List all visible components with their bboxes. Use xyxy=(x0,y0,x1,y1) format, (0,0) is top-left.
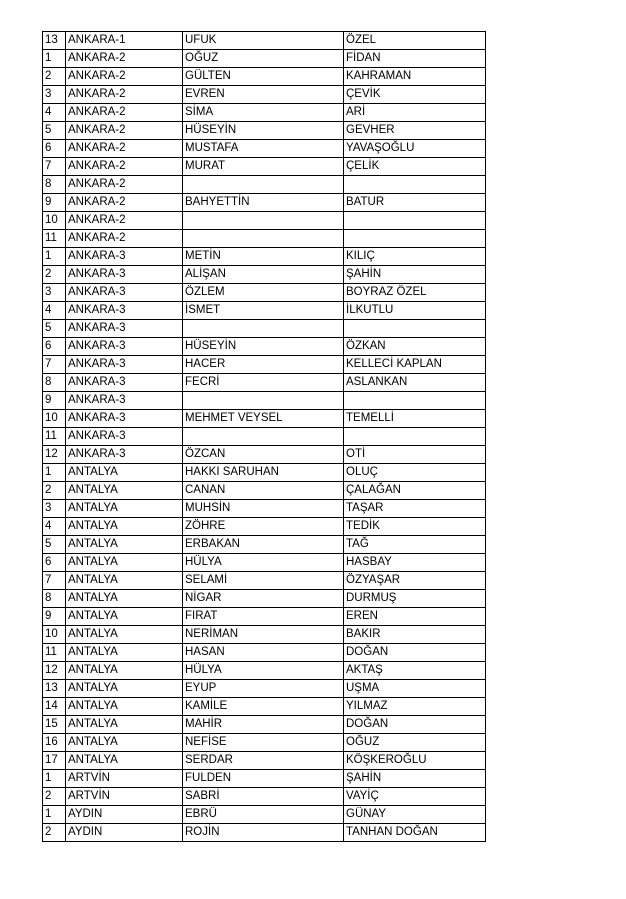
province-cell: ANTALYA xyxy=(66,626,183,644)
table-row xyxy=(43,590,486,608)
table-row xyxy=(43,500,486,518)
province-cell: ANTALYA xyxy=(66,464,183,482)
table-row xyxy=(43,248,486,266)
surname-cell: UŞMA xyxy=(344,680,486,698)
order-number-cell: 6 xyxy=(43,338,66,356)
table-row xyxy=(43,104,486,122)
first-name-cell xyxy=(183,428,344,446)
province-cell: ANKARA-2 xyxy=(66,158,183,176)
table-row xyxy=(43,176,486,194)
table-row xyxy=(43,446,486,464)
first-name-cell: MUSTAFA xyxy=(183,140,344,158)
first-name-cell: ZÖHRE xyxy=(183,518,344,536)
order-number-cell: 1 xyxy=(43,464,66,482)
order-number-cell: 11 xyxy=(43,428,66,446)
surname-cell: TAŞAR xyxy=(344,500,486,518)
first-name-cell: GÜLTEN xyxy=(183,68,344,86)
order-number-cell: 14 xyxy=(43,698,66,716)
table-row xyxy=(43,32,486,50)
table-row xyxy=(43,284,486,302)
order-number-cell: 6 xyxy=(43,554,66,572)
table-row xyxy=(43,482,486,500)
first-name-cell: HÜLYA xyxy=(183,662,344,680)
table-row xyxy=(43,554,486,572)
surname-cell: TEDİK xyxy=(344,518,486,536)
order-number-cell: 1 xyxy=(43,770,66,788)
table-row xyxy=(43,320,486,338)
first-name-cell: İSMET xyxy=(183,302,344,320)
order-number-cell: 2 xyxy=(43,824,66,842)
surname-cell: HASBAY xyxy=(344,554,486,572)
province-cell: ANKARA-3 xyxy=(66,320,183,338)
table-row xyxy=(43,626,486,644)
province-cell: ANKARA-2 xyxy=(66,86,183,104)
order-number-cell: 8 xyxy=(43,374,66,392)
order-number-cell: 16 xyxy=(43,734,66,752)
surname-cell: DURMUŞ xyxy=(344,590,486,608)
surname-cell: ÖZYAŞAR xyxy=(344,572,486,590)
table-row xyxy=(43,374,486,392)
table-row xyxy=(43,302,486,320)
order-number-cell: 4 xyxy=(43,104,66,122)
first-name-cell xyxy=(183,392,344,410)
surname-cell: KÖŞKEROĞLU xyxy=(344,752,486,770)
table-row xyxy=(43,194,486,212)
surname-cell: ÇELİK xyxy=(344,158,486,176)
surname-cell: ÖZEL xyxy=(344,32,486,50)
table-row xyxy=(43,158,486,176)
order-number-cell: 3 xyxy=(43,284,66,302)
order-number-cell: 9 xyxy=(43,608,66,626)
province-cell: ANTALYA xyxy=(66,698,183,716)
surname-cell xyxy=(344,212,486,230)
first-name-cell: ÖZCAN xyxy=(183,446,344,464)
order-number-cell: 2 xyxy=(43,68,66,86)
first-name-cell: MAHİR xyxy=(183,716,344,734)
province-cell: ANTALYA xyxy=(66,734,183,752)
first-name-cell: MEHMET VEYSEL xyxy=(183,410,344,428)
province-cell: ANKARA-3 xyxy=(66,248,183,266)
first-name-cell xyxy=(183,176,344,194)
order-number-cell: 2 xyxy=(43,788,66,806)
first-name-cell: HACER xyxy=(183,356,344,374)
table-row xyxy=(43,572,486,590)
order-number-cell: 17 xyxy=(43,752,66,770)
order-number-cell: 2 xyxy=(43,482,66,500)
surname-cell: ÇALAĞAN xyxy=(344,482,486,500)
province-cell: ANKARA-3 xyxy=(66,374,183,392)
table-row xyxy=(43,806,486,824)
order-number-cell: 8 xyxy=(43,176,66,194)
order-number-cell: 6 xyxy=(43,140,66,158)
province-cell: ANKARA-3 xyxy=(66,302,183,320)
table-row xyxy=(43,644,486,662)
order-number-cell: 4 xyxy=(43,302,66,320)
order-number-cell: 1 xyxy=(43,248,66,266)
surname-cell: DOĞAN xyxy=(344,716,486,734)
table-row xyxy=(43,788,486,806)
province-cell: ANKARA-2 xyxy=(66,122,183,140)
first-name-cell: ÖZLEM xyxy=(183,284,344,302)
surname-cell: GÜNAY xyxy=(344,806,486,824)
surname-cell: BATUR xyxy=(344,194,486,212)
first-name-cell: SELAMİ xyxy=(183,572,344,590)
province-cell: ARTVİN xyxy=(66,788,183,806)
surname-cell: BOYRAZ ÖZEL xyxy=(344,284,486,302)
province-cell: ANKARA-3 xyxy=(66,410,183,428)
surname-cell xyxy=(344,230,486,248)
table-row xyxy=(43,392,486,410)
order-number-cell: 10 xyxy=(43,626,66,644)
first-name-cell: HAKKI SARUHAN xyxy=(183,464,344,482)
table-row xyxy=(43,698,486,716)
surname-cell: AKTAŞ xyxy=(344,662,486,680)
province-cell: ANTALYA xyxy=(66,500,183,518)
surname-cell: EREN xyxy=(344,608,486,626)
province-cell: ANTALYA xyxy=(66,536,183,554)
first-name-cell: KAMİLE xyxy=(183,698,344,716)
surname-cell: TAĞ xyxy=(344,536,486,554)
first-name-cell: EYUP xyxy=(183,680,344,698)
province-cell: ANKARA-2 xyxy=(66,104,183,122)
province-cell: ANTALYA xyxy=(66,752,183,770)
table-row xyxy=(43,734,486,752)
order-number-cell: 7 xyxy=(43,572,66,590)
order-number-cell: 5 xyxy=(43,320,66,338)
first-name-cell: HÜSEYİN xyxy=(183,122,344,140)
province-cell: ANKARA-3 xyxy=(66,284,183,302)
surname-cell: İLKUTLU xyxy=(344,302,486,320)
table-row xyxy=(43,752,486,770)
order-number-cell: 10 xyxy=(43,212,66,230)
province-cell: ANKARA-3 xyxy=(66,428,183,446)
table-row xyxy=(43,266,486,284)
order-number-cell: 12 xyxy=(43,662,66,680)
first-name-cell: BAHYETTİN xyxy=(183,194,344,212)
first-name-cell: MUHSİN xyxy=(183,500,344,518)
table-row xyxy=(43,662,486,680)
table-row xyxy=(43,680,486,698)
table-row xyxy=(43,464,486,482)
table-row xyxy=(43,86,486,104)
surname-cell: FİDAN xyxy=(344,50,486,68)
province-cell: ANKARA-2 xyxy=(66,176,183,194)
table-row xyxy=(43,536,486,554)
province-cell: ANTALYA xyxy=(66,644,183,662)
first-name-cell xyxy=(183,320,344,338)
province-cell: ARTVİN xyxy=(66,770,183,788)
surname-cell: KELLECİ KAPLAN xyxy=(344,356,486,374)
surname-cell: DOĞAN xyxy=(344,644,486,662)
order-number-cell: 4 xyxy=(43,518,66,536)
first-name-cell: HÜLYA xyxy=(183,554,344,572)
table-row xyxy=(43,68,486,86)
first-name-cell: OĞUZ xyxy=(183,50,344,68)
first-name-cell: SERDAR xyxy=(183,752,344,770)
order-number-cell: 1 xyxy=(43,50,66,68)
order-number-cell: 2 xyxy=(43,266,66,284)
table-row xyxy=(43,608,486,626)
surname-cell: ŞAHİN xyxy=(344,770,486,788)
order-number-cell: 11 xyxy=(43,230,66,248)
surname-cell: OĞUZ xyxy=(344,734,486,752)
order-number-cell: 10 xyxy=(43,410,66,428)
province-cell: ANKARA-3 xyxy=(66,356,183,374)
first-name-cell: SABRİ xyxy=(183,788,344,806)
table-row xyxy=(43,518,486,536)
order-number-cell: 7 xyxy=(43,356,66,374)
province-cell: ANTALYA xyxy=(66,482,183,500)
order-number-cell: 5 xyxy=(43,536,66,554)
first-name-cell: FECRİ xyxy=(183,374,344,392)
surname-cell: BAKIR xyxy=(344,626,486,644)
province-cell: ANTALYA xyxy=(66,518,183,536)
first-name-cell: CANAN xyxy=(183,482,344,500)
table-row xyxy=(43,716,486,734)
surname-cell: ÇEVİK xyxy=(344,86,486,104)
order-number-cell: 3 xyxy=(43,86,66,104)
table-row xyxy=(43,140,486,158)
province-cell: ANKARA-2 xyxy=(66,212,183,230)
surname-cell xyxy=(344,428,486,446)
table-row xyxy=(43,410,486,428)
first-name-cell: FULDEN xyxy=(183,770,344,788)
order-number-cell: 11 xyxy=(43,644,66,662)
table-row xyxy=(43,338,486,356)
table-body xyxy=(43,32,486,842)
surname-cell: ARİ xyxy=(344,104,486,122)
table-row xyxy=(43,212,486,230)
province-cell: ANTALYA xyxy=(66,572,183,590)
first-name-cell: METİN xyxy=(183,248,344,266)
surname-cell xyxy=(344,176,486,194)
first-name-cell: FIRAT xyxy=(183,608,344,626)
first-name-cell: ALİŞAN xyxy=(183,266,344,284)
first-name-cell: ROJİN xyxy=(183,824,344,842)
surname-cell: YILMAZ xyxy=(344,698,486,716)
candidate-table xyxy=(42,31,486,842)
province-cell: ANKARA-3 xyxy=(66,446,183,464)
province-cell: ANKARA-3 xyxy=(66,392,183,410)
surname-cell: TEMELLİ xyxy=(344,410,486,428)
order-number-cell: 15 xyxy=(43,716,66,734)
province-cell: ANKARA-2 xyxy=(66,230,183,248)
first-name-cell: MURAT xyxy=(183,158,344,176)
surname-cell: YAVAŞOĞLU xyxy=(344,140,486,158)
first-name-cell: ERBAKAN xyxy=(183,536,344,554)
table-row xyxy=(43,230,486,248)
first-name-cell: EBRÜ xyxy=(183,806,344,824)
order-number-cell: 9 xyxy=(43,194,66,212)
order-number-cell: 1 xyxy=(43,806,66,824)
first-name-cell: HÜSEYİN xyxy=(183,338,344,356)
surname-cell: GEVHER xyxy=(344,122,486,140)
surname-cell: TANHAN DOĞAN xyxy=(344,824,486,842)
first-name-cell: HASAN xyxy=(183,644,344,662)
first-name-cell: NERİMAN xyxy=(183,626,344,644)
order-number-cell: 13 xyxy=(43,680,66,698)
order-number-cell: 7 xyxy=(43,158,66,176)
surname-cell: ÖZKAN xyxy=(344,338,486,356)
province-cell: ANKARA-2 xyxy=(66,140,183,158)
order-number-cell: 12 xyxy=(43,446,66,464)
surname-cell: OTİ xyxy=(344,446,486,464)
province-cell: ANTALYA xyxy=(66,716,183,734)
order-number-cell: 9 xyxy=(43,392,66,410)
province-cell: AYDIN xyxy=(66,806,183,824)
order-number-cell: 3 xyxy=(43,500,66,518)
order-number-cell: 5 xyxy=(43,122,66,140)
surname-cell: KILIÇ xyxy=(344,248,486,266)
table-row xyxy=(43,122,486,140)
surname-cell: VAYİÇ xyxy=(344,788,486,806)
table-row xyxy=(43,770,486,788)
surname-cell: ŞAHİN xyxy=(344,266,486,284)
province-cell: ANKARA-2 xyxy=(66,50,183,68)
table-row xyxy=(43,50,486,68)
surname-cell: OLUÇ xyxy=(344,464,486,482)
first-name-cell xyxy=(183,230,344,248)
table-row xyxy=(43,824,486,842)
province-cell: ANKARA-1 xyxy=(66,32,183,50)
province-cell: ANKARA-3 xyxy=(66,266,183,284)
province-cell: ANKARA-2 xyxy=(66,194,183,212)
order-number-cell: 8 xyxy=(43,590,66,608)
province-cell: ANTALYA xyxy=(66,680,183,698)
province-cell: ANTALYA xyxy=(66,590,183,608)
surname-cell: KAHRAMAN xyxy=(344,68,486,86)
surname-cell xyxy=(344,320,486,338)
province-cell: AYDIN xyxy=(66,824,183,842)
surname-cell xyxy=(344,392,486,410)
province-cell: ANKARA-3 xyxy=(66,338,183,356)
first-name-cell: NİGAR xyxy=(183,590,344,608)
first-name-cell xyxy=(183,212,344,230)
province-cell: ANKARA-2 xyxy=(66,68,183,86)
province-cell: ANTALYA xyxy=(66,554,183,572)
first-name-cell: SİMA xyxy=(183,104,344,122)
order-number-cell: 13 xyxy=(43,32,66,50)
province-cell: ANTALYA xyxy=(66,608,183,626)
table-row xyxy=(43,356,486,374)
surname-cell: ASLANKAN xyxy=(344,374,486,392)
first-name-cell: UFUK xyxy=(183,32,344,50)
first-name-cell: NEFİSE xyxy=(183,734,344,752)
table-row xyxy=(43,428,486,446)
province-cell: ANTALYA xyxy=(66,662,183,680)
first-name-cell: EVREN xyxy=(183,86,344,104)
